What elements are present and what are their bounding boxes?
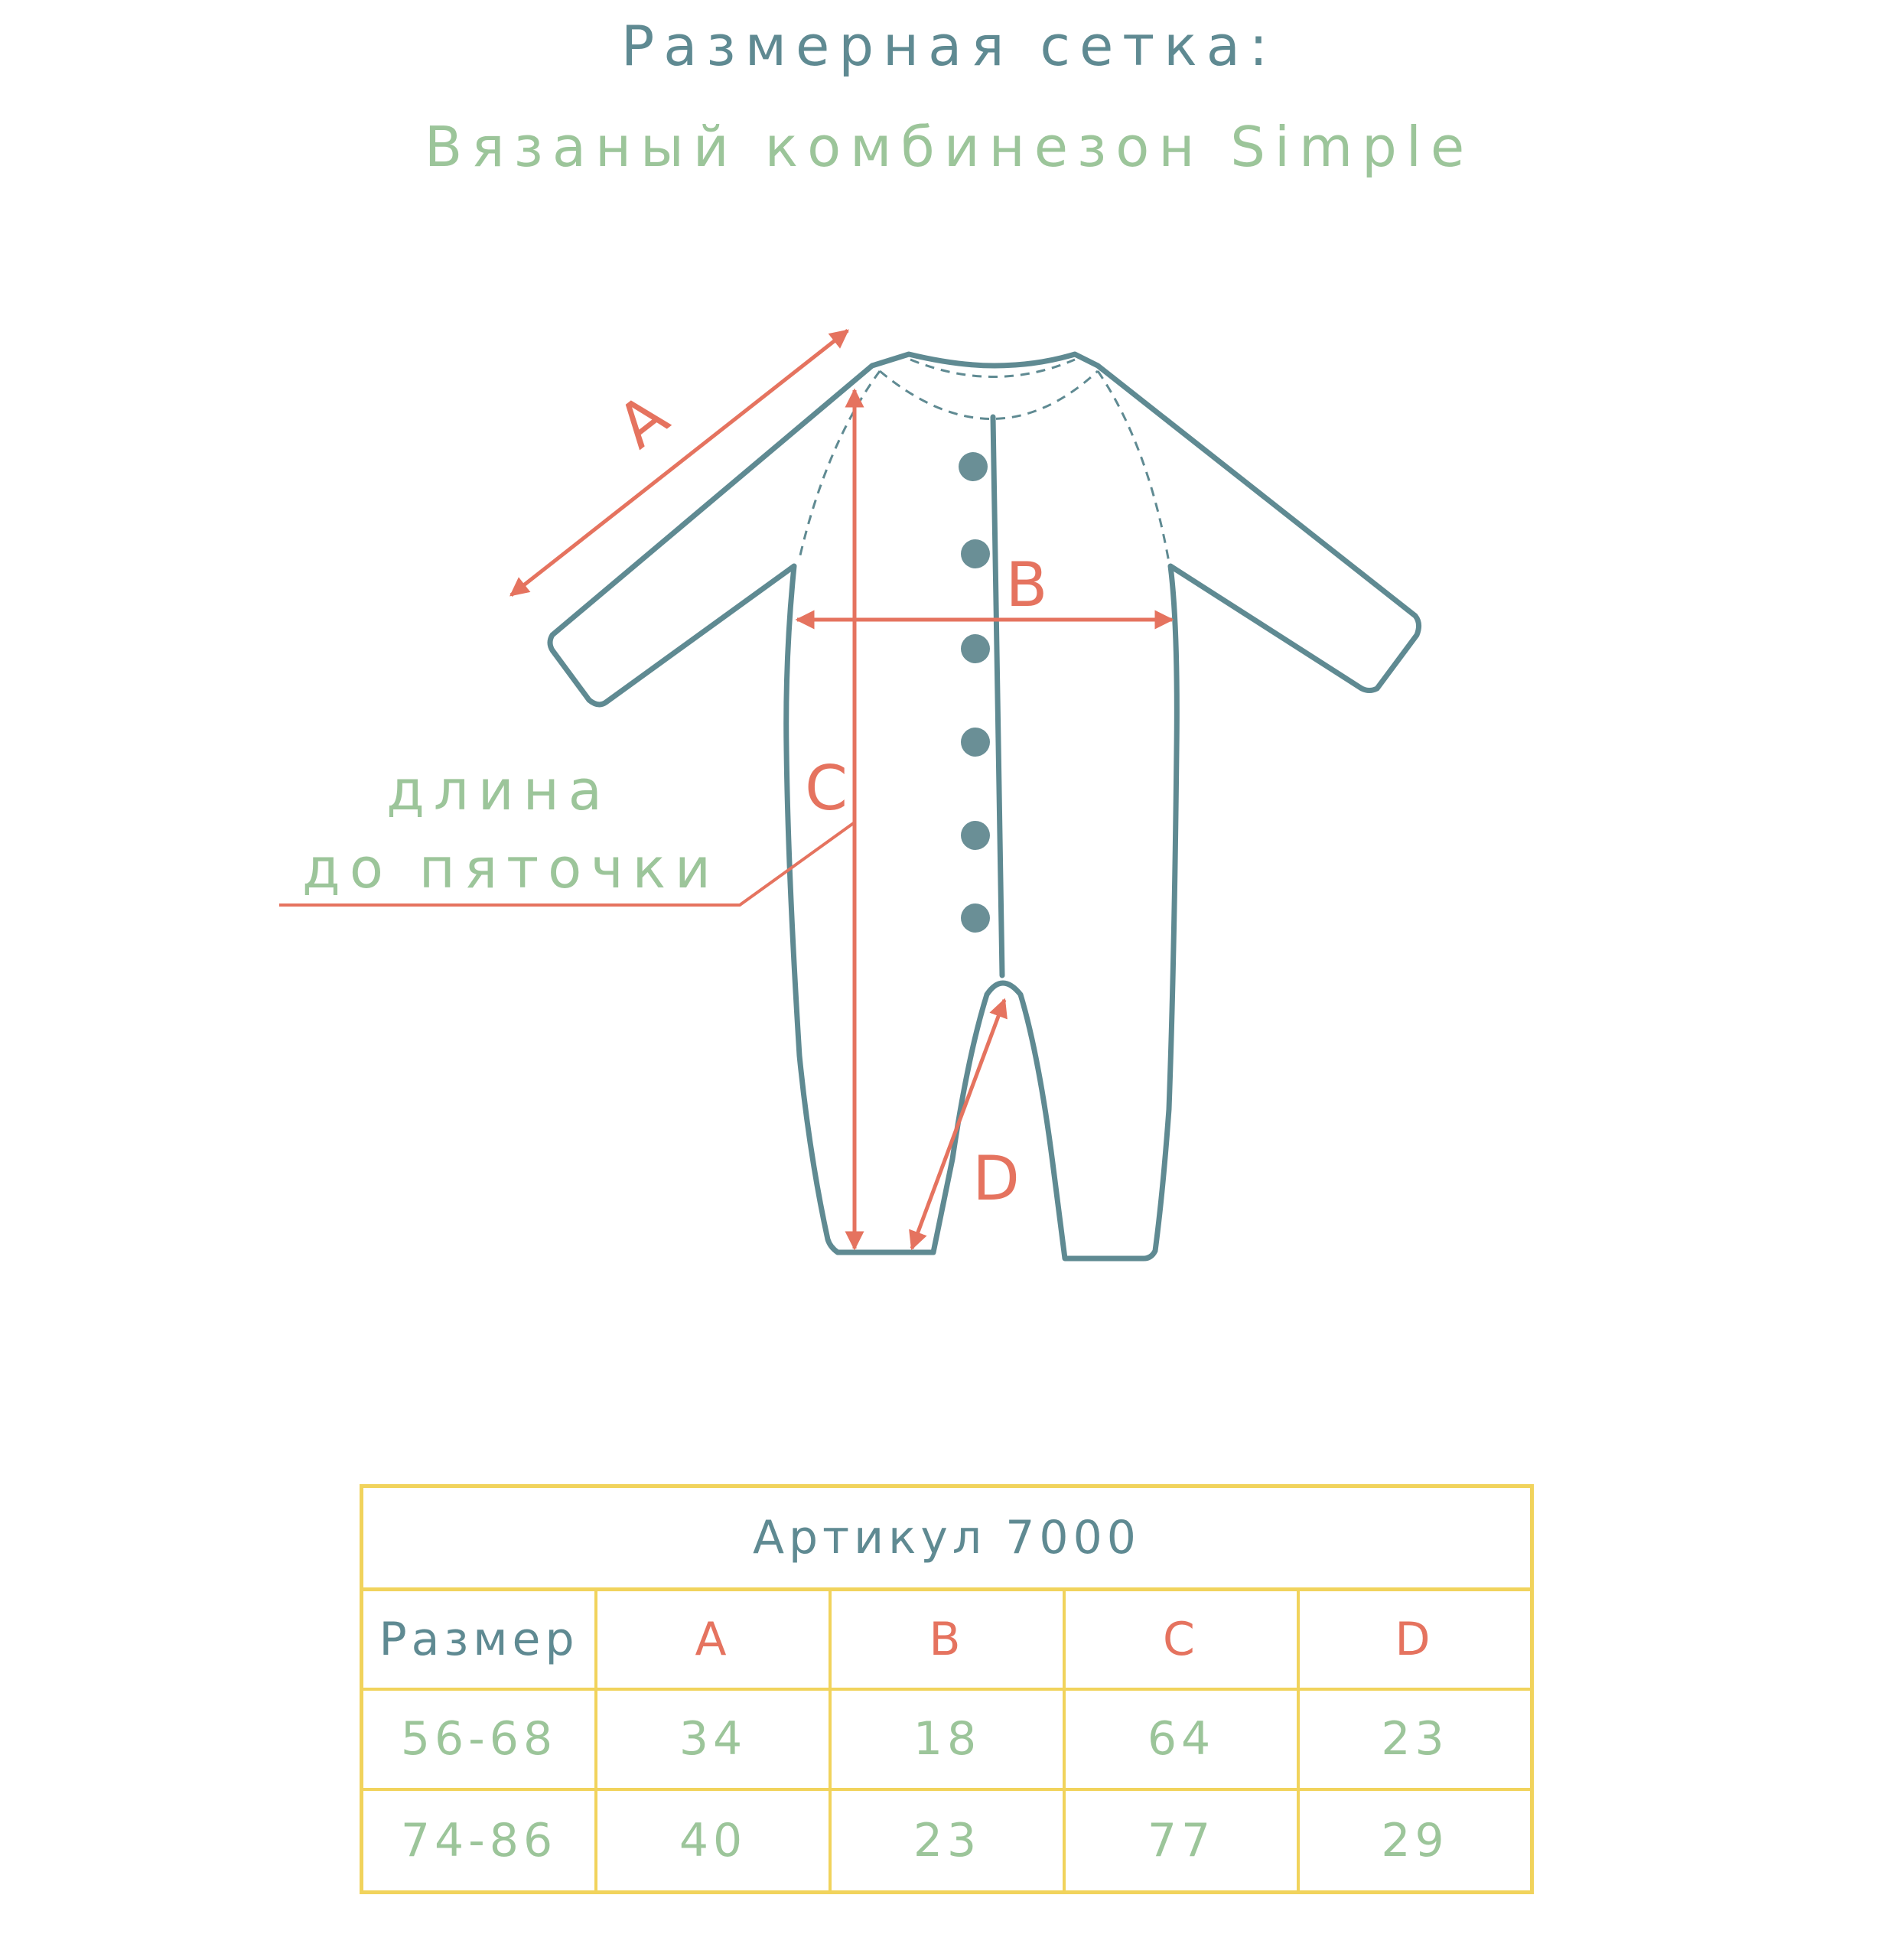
garment-body-outline [550, 354, 1419, 1258]
size-grid [363, 1591, 1530, 1890]
table-cell-size: 74-86 [363, 1791, 597, 1890]
product-subtitle: Вязаный комбинезон Simple [424, 115, 1474, 179]
column-header-c: C [1066, 1591, 1300, 1691]
buttons [959, 452, 990, 933]
button-dot [961, 539, 990, 568]
label-c: C [805, 753, 848, 824]
annotation-line-1: длина [386, 758, 611, 822]
button-dot [961, 903, 990, 933]
article-header: Артикул 7000 [363, 1488, 1530, 1591]
label-d: D [972, 1143, 1020, 1214]
table-cell: 18 [832, 1691, 1066, 1790]
column-header-d: D [1300, 1591, 1530, 1691]
page-title: Размерная сетка: [620, 14, 1278, 78]
column-header-b: B [832, 1591, 1066, 1691]
button-dot [959, 452, 988, 481]
right-raglan-seam [1098, 371, 1169, 562]
button-dot [961, 634, 990, 663]
annotation-line-2: до пяточки [302, 836, 720, 900]
button-dot [961, 821, 990, 850]
button-dot [961, 728, 990, 757]
table-cell: 64 [1066, 1691, 1300, 1790]
column-header-size: Размер [363, 1591, 597, 1691]
table-cell: 40 [597, 1791, 832, 1890]
neck-band-seam [880, 371, 1098, 419]
placket-line [993, 417, 1002, 975]
jumpsuit-outline [550, 354, 1419, 1258]
table-cell: 34 [597, 1691, 832, 1790]
table-cell: 77 [1066, 1791, 1300, 1890]
arrow-a [511, 330, 848, 595]
left-raglan-seam [799, 371, 880, 558]
table-cell-size: 56-68 [363, 1691, 597, 1790]
table-cell: 29 [1381, 1813, 1449, 1867]
label-b: B [1005, 549, 1048, 620]
column-header-a: A [597, 1591, 832, 1691]
label-a: A [604, 379, 682, 462]
size-table [360, 1484, 1534, 1894]
table-cell: 23 [832, 1791, 1066, 1890]
table-cell: 23 [1300, 1691, 1530, 1790]
